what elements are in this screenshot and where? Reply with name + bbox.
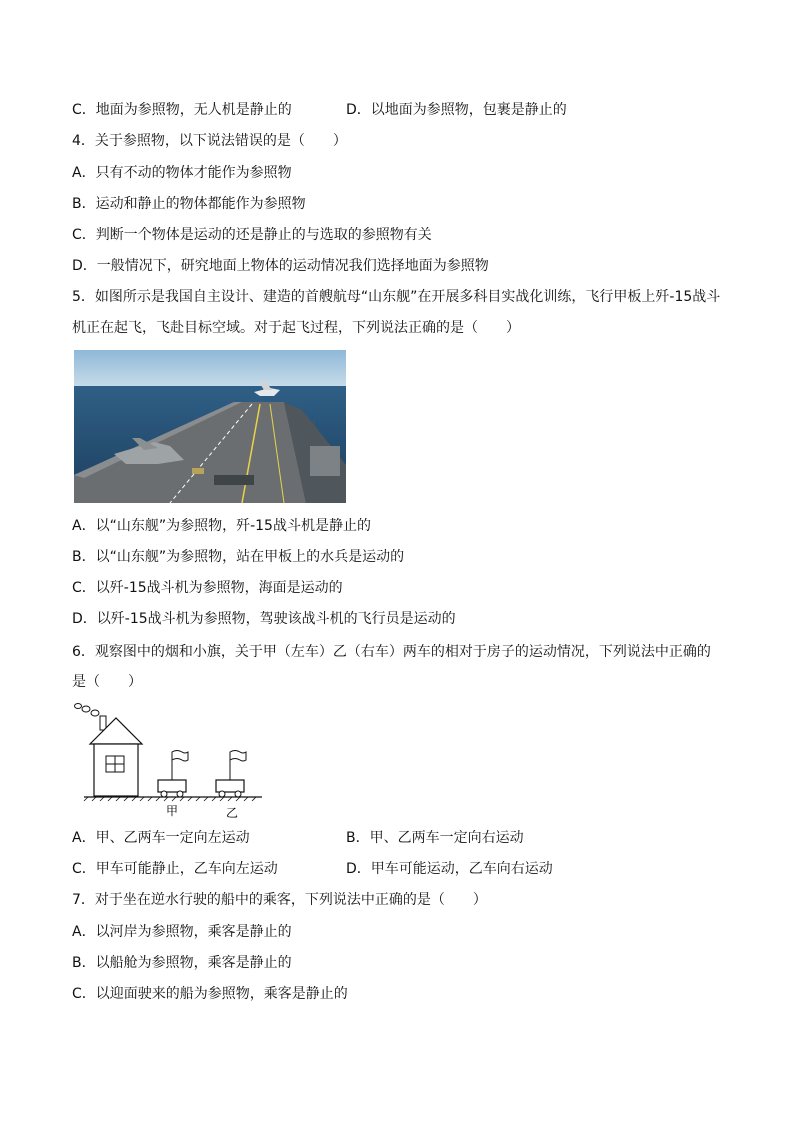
q5-option-b: B．以“山东舰”为参照物，站在甲板上的水兵是运动的 [72, 549, 405, 565]
flag-yi [230, 751, 246, 762]
chimney [100, 716, 106, 730]
house-roof [90, 718, 142, 744]
q4-option-a: A．只有不动的物体才能作为参照物 [72, 165, 292, 181]
q7-option-b: B．以船舱为参照物，乘客是静止的 [72, 955, 292, 971]
q5-option-a: A．以“山东舰”为参照物，歼-15战斗机是静止的 [72, 518, 371, 534]
q6-option-a: A．甲、乙两车一定向左运动 [72, 830, 250, 846]
q6-option-c: C．甲车可能静止，乙车向左运动 [72, 861, 278, 877]
house-and-carts-diagram [74, 700, 274, 822]
q4-stem: 4．关于参照物，以下说法错误的是（ ） [72, 133, 347, 149]
label-yi: 乙 [225, 806, 239, 820]
q7-option-a: A．以河岸为参照物，乘客是静止的 [72, 924, 292, 940]
q3-option-d: D．以地面为参照物，包裹是静止的 [346, 102, 567, 118]
q6-option-b: B．甲、乙两车一定向右运动 [346, 830, 524, 846]
aircraft-carrier-photo [74, 350, 346, 503]
q5-stem-line2: 机正在起飞，飞赴目标空域。对于起飞过程，下列说法正确的是（ ） [72, 320, 520, 336]
q4-option-c: C．判断一个物体是运动的还是静止的与选取的参照物有关 [72, 227, 432, 243]
smoke-puff [75, 704, 82, 709]
q3-option-c: C．地面为参照物，无人机是静止的 [72, 102, 292, 118]
label-jia: 甲 [165, 804, 179, 818]
smoke-puff [82, 706, 90, 712]
flag-jia [172, 751, 188, 762]
q7-option-c: C．以迎面驶来的船为参照物，乘客是静止的 [72, 986, 348, 1002]
cart-jia [158, 751, 188, 798]
q7-stem: 7．对于坐在逆水行驶的船中的乘客，下列说法中正确的是（ ） [72, 892, 487, 908]
q6-stem-line1: 6．观察图中的烟和小旗，关于甲（左车）乙（右车）两车的相对于房子的运动情况，下列说法中正确的 [72, 644, 711, 660]
q5-option-d: D．以歼-15战斗机为参照物，驾驶该战斗机的飞行员是运动的 [72, 611, 456, 627]
cart-yi [216, 751, 246, 798]
q5-option-c: C．以歼-15战斗机为参照物，海面是运动的 [72, 580, 343, 596]
smoke-puff [91, 710, 99, 716]
q6-stem-line2: 是（ ） [72, 674, 142, 690]
q4-option-b: B．运动和静止的物体都能作为参照物 [72, 196, 306, 212]
q5-stem-line1: 5．如图所示是我国自主设计、建造的首艘航母“山东舰”在开展多科目实战化训练，飞行甲板上歼-15战斗 [72, 289, 721, 305]
q4-option-d: D．一般情况下，研究地面上物体的运动情况我们选择地面为参照物 [72, 258, 489, 274]
q6-option-d: D．甲车可能运动，乙车向右运动 [346, 861, 553, 877]
